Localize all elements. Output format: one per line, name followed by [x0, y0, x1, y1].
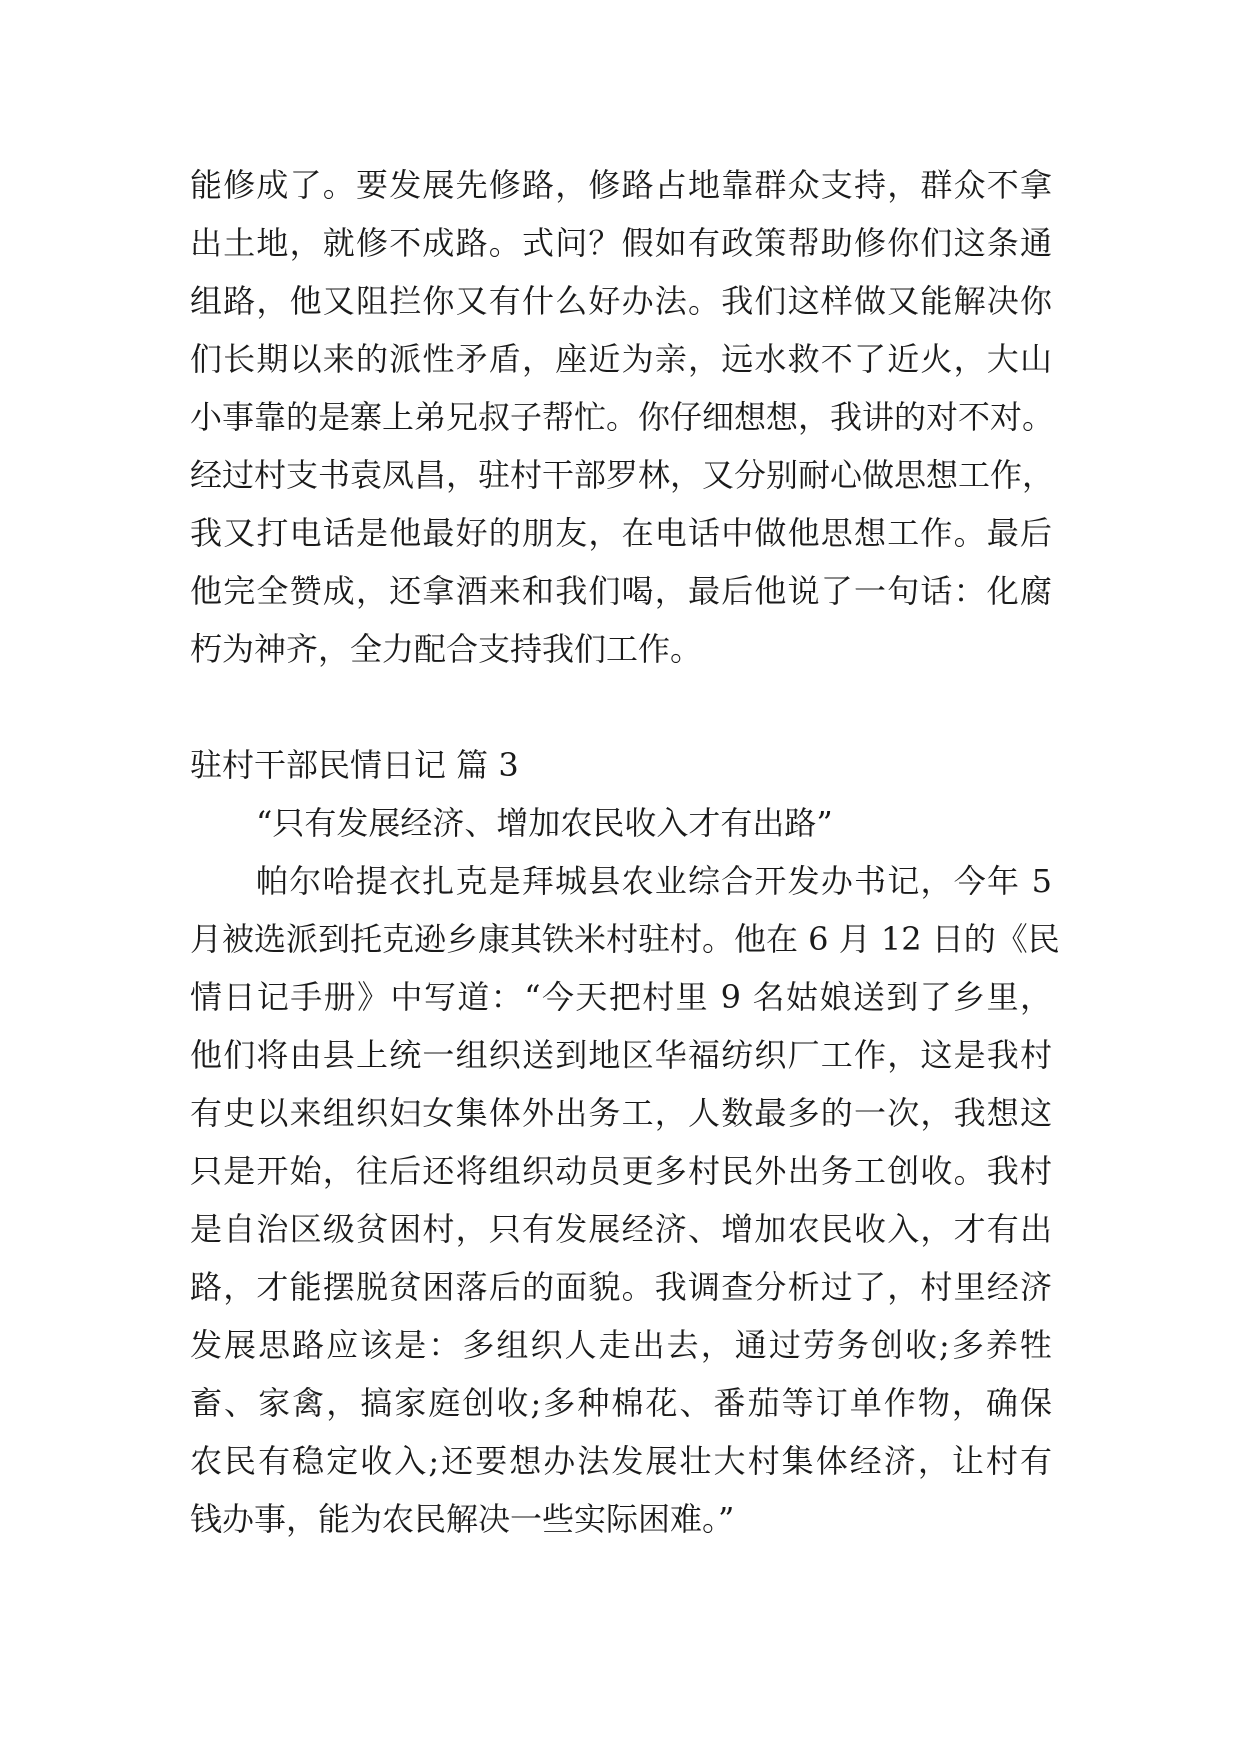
- text-line: 有史以来组织妇女集体外出务工，人数最多的一次，我想这: [190, 1094, 1052, 1132]
- document-body: [190, 156, 1060, 1548]
- text-line: 畜、家禽，搞家庭创收;多种棉花、番茄等订单作物，确保: [190, 1384, 1052, 1422]
- text-line: 路，才能摆脱贫困落后的面貌。我调查分析过了，村里经济: [190, 1268, 1052, 1306]
- text-line: 他完全赞成，还拿酒来和我们喝，最后他说了一句话：化腐: [190, 572, 1052, 610]
- text-line: 小事靠的是寨上弟兄叔子帮忙。你仔细想想，我讲的对不对。: [190, 398, 1055, 436]
- text-line: 我又打电话是他最好的朋友，在电话中做他思想工作。最后: [190, 514, 1052, 552]
- paragraph-gap: [190, 678, 1052, 736]
- text-line: 出土地，就修不成路。式问？假如有政策帮助修你们这条通: [190, 224, 1052, 262]
- text-line: 帕尔哈提衣扎克是拜城县农业综合开发办书记，今年 5: [256, 862, 1052, 900]
- text-line: 钱办事，能为农民解决一些实际困难。”: [190, 1500, 735, 1538]
- text-line: 是自治区级贫困村，只有发展经济、增加农民收入，才有出: [190, 1210, 1052, 1248]
- text-line: 朽为神齐，全力配合支持我们工作。: [190, 630, 703, 668]
- paragraph-continued: [190, 156, 1055, 678]
- text-line: 组路，他又阻拦你又有什么好办法。我们这样做又能解决你: [190, 282, 1052, 320]
- text-line: 只是开始，往后还将组织动员更多村民外出务工创收。我村: [190, 1152, 1052, 1190]
- section-subtitle: “只有发展经济、增加农民收入才有出路”: [256, 804, 833, 842]
- section-3: [190, 736, 1060, 1548]
- text-line: 农民有稳定收入;还要想办法发展壮大村集体经济，让村有: [190, 1442, 1052, 1480]
- text-line: 他们将由县上统一组织送到地区华福纺织厂工作，这是我村: [190, 1036, 1052, 1074]
- text-line: 发展思路应该是：多组织人走出去，通过劳务创收;多养牲: [190, 1326, 1052, 1364]
- text-line: 月被选派到托克逊乡康其铁米村驻村。他在 6 月 12 日的《民: [190, 920, 1060, 958]
- text-line: 情日记手册》中写道：“今天把村里 9 名姑娘送到了乡里，: [190, 978, 1052, 1016]
- text-line: 们长期以来的派性矛盾，座近为亲，远水救不了近火，大山: [190, 340, 1052, 378]
- text-line: 经过村支书袁凤昌，驻村干部罗林，又分别耐心做思想工作，: [190, 456, 1055, 494]
- text-line: 能修成了。要发展先修路，修路占地靠群众支持，群众不拿: [190, 166, 1052, 204]
- section-heading: 驻村干部民情日记 篇 3: [190, 746, 519, 784]
